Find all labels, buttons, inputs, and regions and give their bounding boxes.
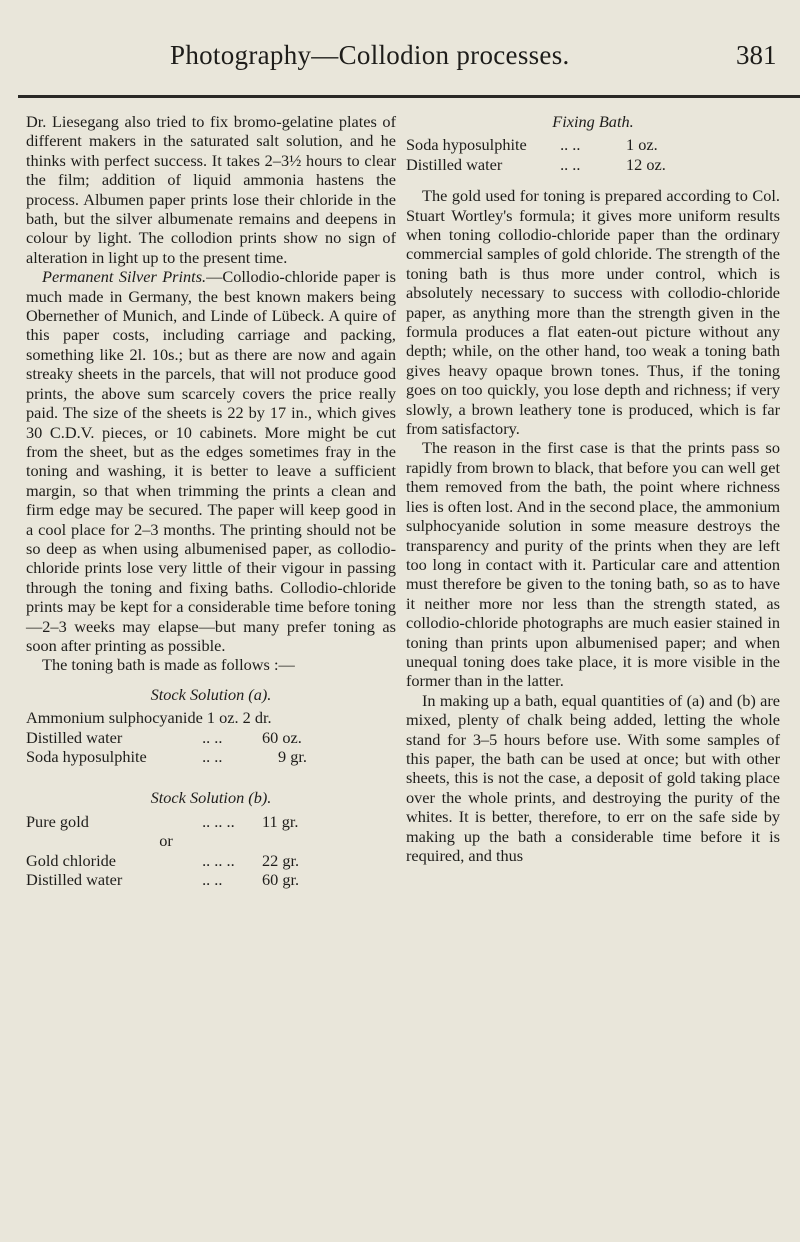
ingredient-quantity: 60 oz. [262,727,302,747]
paragraph-liesegang: Dr. Liesegang also tried to fix bromo-gelatine plates of different makers in the saturated salt solution, and he thinks with perfect success. It takes 2–3½ hours to clear the film; addition of liquid ammonia hastens the process. Albumen paper prints lose their chloride in the bath, but the silver albumenate remains and deepens in colour by light. The collodion prints show no sign of alteration in light up to the present time. [26,112,396,267]
leader-dots: .. .. .. [198,811,239,831]
stock-solution-a-recipe [26,708,396,766]
ingredient-quantity: 1 oz. [626,135,658,155]
recipe-row [26,870,396,889]
leader-dots: .. .. [198,727,227,747]
ingredient-name: Distilled water [406,154,503,174]
running-head: Photography—Collodion processes. [170,40,570,70]
paragraph-reason: The reason in the first case is that the prints pass so rapidly from brown to black, that before you can well get them removed from the bath, the point where richness lies is often lost. And in the second place, the ammonium sulphocyanide solution in some measure destroys the transparency and purity of the prints when they are left too long in contact with it. Particular care and attention must therefore be given to the toning bath, so as to have it neither more nor less than the strength stated, as collodio-chloride photographs are much easier stained in toning than prints upon albumenised paper; and when unequal toning does take place, it is more visible in the former than in the latter. [406,438,780,691]
left-column [26,112,396,889]
paragraph-making-bath: In making up a bath, equal quantities of (a) and (b) are mixed, plenty of chalk being added, letting the whole stand for 3–5 hours before use. With some samples of this paper, the bath can be used at once; but with other sheets, this is not the case, a deposit of gold taking place over the whole prints, and destroying the purity of the whites. It is better, therefore, to err on the safe side by making up the bath a considerable time before it is required, and thus [406,690,780,865]
paragraph-permanent-silver-prints-body: —Collodio-chloride paper is much made in Germany, the best known makers being Obernether of Munich, and Linde of Lübeck. A quire of this paper costs, including carriage and packing, something like 2l. 10s.; but as there are now and again streaky sheets in the parcels, that will not produce good prints, the above sum scarcely covers the price really paid. The size of the sheets is 22 by 17 in., which gives 30 C.D.V. pieces, or 10 cabinets. More might be cut from the sheet, but as the edges sometimes fray in the toning and washing, it is better to leave a sufficient margin, so that when trimming the prints a clean and firm edge may be secured. The paper will keep good in a cool place for 2–3 months. The printing should not be so deep as when using albumenised paper, as collodio-chloride prints lose very little of their vigour in passing through the toning and fixing baths. Collodio-chloride prints may be kept for a considerable time before toning—2–3 weeks may elapse—but many prefer toning as soon after printing as possible. [26,267,396,655]
recipe-row [26,728,396,747]
page-header [0,40,800,90]
paragraph-permanent-silver-prints [26,267,396,655]
ingredient-quantity: 60 gr. [262,869,300,889]
ingredient-name: Ammonium sulphocyanide [26,708,203,728]
stock-solution-a-title: Stock Solution (a). [150,684,272,704]
recipe-row [26,747,396,766]
fixing-bath-recipe [406,135,780,174]
ingredient-name: Distilled water [26,727,123,747]
ingredient-quantity: 1 oz. 2 dr. [206,708,272,728]
ingredient-quantity: 9 gr. [278,746,307,766]
fixing-bath-title: Fixing Bath. [552,112,634,131]
leader-dots: .. .. [198,746,227,766]
right-column [406,112,780,865]
leader-dots: .. .. [198,869,227,889]
alternative-or: or [159,831,173,851]
recipe-row [406,155,780,174]
ingredient-name: Pure gold [26,811,89,831]
recipe-row [406,135,780,154]
stock-solution-b-title: Stock Solution (b). [150,788,272,808]
paragraph-toning-bath-intro: The toning bath is made as follows :— [42,655,295,675]
recipe-row [26,708,396,727]
leader-dots: .. .. [556,154,585,174]
header-rule [18,95,800,98]
recipe-row [26,812,396,831]
section-heading-permanent-silver-prints: Permanent Silver Prints. [42,267,207,287]
ingredient-name: Gold chloride [26,850,116,870]
recipe-row [26,851,396,870]
ingredient-name: Soda hyposulphite [406,135,527,155]
ingredient-quantity: 11 gr. [262,811,299,831]
leader-dots: .. .. [556,135,585,155]
ingredient-name: Soda hyposulphite [26,746,147,766]
page-number: 381 [736,40,777,70]
leader-dots: .. .. .. [198,850,239,870]
ingredient-quantity: 22 gr. [262,850,300,870]
ingredient-quantity: 12 oz. [626,154,666,174]
ingredient-name: Distilled water [26,869,123,889]
stock-solution-b-recipe [26,812,396,890]
paragraph-gold-toning: The gold used for toning is prepared according to Col. Stuart Wortley's formula; it gives more uniform results when toning collodio-chloride paper than the ordinary commercial samples of gold chloride. The strength of the toning bath is thus more under control, which is absolutely necessary to success with collodio-chloride paper, as anything more than the strength given in the formula produces a flat eaten-out picture without any depth; while, on the other hand, too weak a toning bath gives heavy opaque brown tones. Thus, if the toning goes on too quickly, you lose depth and richness; if very slowly, a brown leathery tone is produced, which is far from satisfactory. [406,186,780,439]
